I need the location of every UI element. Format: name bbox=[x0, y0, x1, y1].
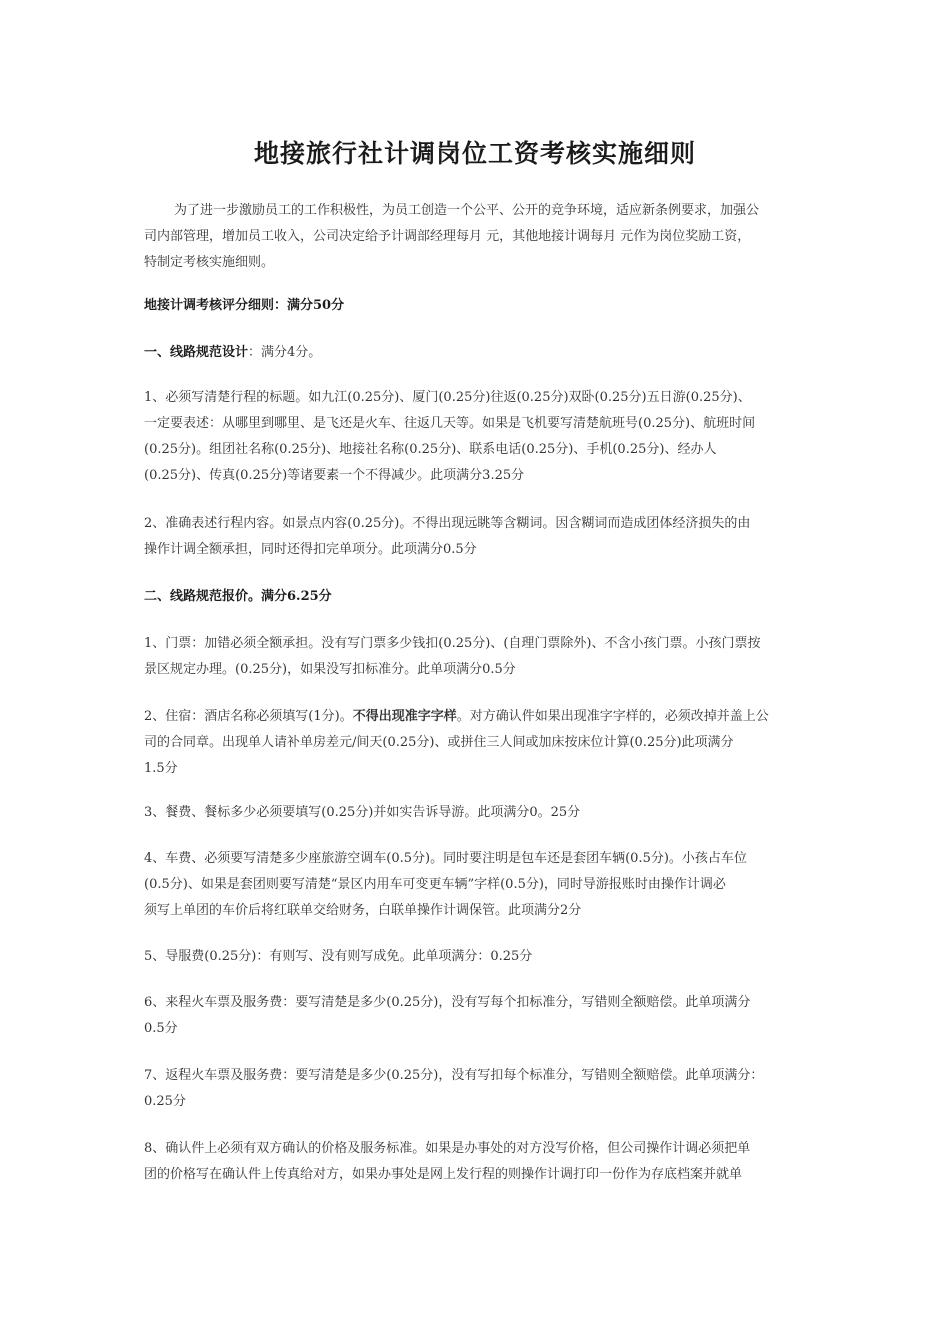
section1-item2-line-2: 操作计调全额承担，同时还得扣完单项分。此项满分0.5分 bbox=[144, 542, 477, 557]
section2-item8-line-1: 8、确认件上必须有双方确认的价格及服务标准。如果是办事处的对方没写价格，但公司操作计调必须把单 bbox=[144, 1141, 751, 1156]
rules-heading-text: 地接计调考核评分细则：满分50分 bbox=[144, 298, 345, 313]
section2-item2-line-3: 1.5分 bbox=[144, 761, 178, 776]
section1-item1-line-1: 1、必须写清楚行程的标题。如九江(0.25分)、厦门(0.25分)往返(0.25分)双卧(0.25分)五日游(0.25分)、 bbox=[144, 390, 751, 405]
section2-item5-line-1: 5、导服费(0.25分)：有则写、没有则写成免。此单项满分：0.25分 bbox=[144, 949, 533, 964]
section2-item5 bbox=[144, 944, 814, 970]
section2-item4-line-1: 4、车费、必须要写清楚多少座旅游空调车(0.5分)。同时要注明是包车还是套团车辆(0.5分)。小孩占车位 bbox=[144, 851, 747, 866]
section2-item6-line-2: 0.5分 bbox=[144, 1021, 178, 1036]
section2-item4 bbox=[144, 846, 814, 924]
section2-item3 bbox=[144, 800, 814, 826]
section2-item7-line-2: 0.25分 bbox=[144, 1094, 186, 1109]
section2-item6-line-1: 6、来程火车票及服务费：要写清楚是多少(0.25分)，没有写每个扣标准分，写错则全额赔偿。此单项满分 bbox=[144, 995, 751, 1010]
section2-item2-text-a: 2、住宿：酒店名称必须填写(1分)。 bbox=[144, 709, 353, 724]
section2-item1-line-1: 1、门票：加错必须全额承担。没有写门票多少钱扣(0.25分)、(自理门票除外)、不含小孩门票。小孩门票按 bbox=[144, 636, 761, 651]
section1-item1-line-2: 一定要表述：从哪里到哪里、是飞还是火车、往返几天等。如果是飞机要写清楚航班号(0.25分)、航班时间 bbox=[144, 416, 756, 431]
section1-heading-rest: ：满分4分。 bbox=[248, 345, 322, 360]
section2-item8 bbox=[144, 1136, 814, 1188]
section2-item2-emphasis: 不得出现准字字样 bbox=[352, 709, 457, 724]
section2-item4-line-2: (0.5分)、如果是套团则要写清楚“景区内用车可变更车辆”字样(0.5分)，同时导游报账时由操作计调必 bbox=[144, 877, 726, 892]
section2-item1 bbox=[144, 631, 814, 683]
section1-item1-line-4: (0.25分)、传真(0.25分)等诸要素一个不得减少。此项满分3.25分 bbox=[144, 468, 525, 483]
section1-item2-line-1: 2、准确表述行程内容。如景点内容(0.25分)。不得出现远眺等含糊词。因含糊词而造成团体经济损失的由 bbox=[144, 516, 751, 531]
section2-item7-line-1: 7、返程火车票及服务费：要写清楚是多少(0.25分)，没有写扣每个标准分，写错则全额赔偿。此单项满分： bbox=[144, 1068, 764, 1083]
section2-heading bbox=[144, 584, 814, 610]
intro-paragraph bbox=[144, 198, 814, 276]
section1-heading bbox=[144, 340, 814, 366]
intro-line-2: 司内部管理，增加员工收入，公司决定给予计调部经理每月 元，其他地接计调每月 元作为岗位奖励工资， bbox=[144, 229, 751, 244]
section2-item2-line-2: 司的合同章。出现单人请补单房差元/间天(0.25分)、或拼住三人间或加床按床位计算(0.25分)此项满分 bbox=[144, 735, 734, 750]
section2-item6 bbox=[144, 990, 814, 1042]
section2-item4-line-3: 须写上单团的车价后将红联单交给财务，白联单操作计调保管。此项满分2分 bbox=[144, 903, 582, 918]
section1-heading-bold: 一、线路规范设计 bbox=[144, 345, 249, 360]
section2-heading-text: 二、线路规范报价。满分6.25分 bbox=[144, 589, 332, 604]
document-title: 地接旅行社计调岗位工资考核实施细则 bbox=[253, 139, 696, 168]
section1-item1-line-3: (0.25分)。组团社名称(0.25分)、地接社名称(0.25分)、联系电话(0.25分)、手机(0.25分)、经办人 bbox=[144, 442, 717, 457]
intro-line-3: 特制定考核实施细则。 bbox=[144, 255, 275, 270]
section1-item1 bbox=[144, 385, 814, 489]
section2-item7 bbox=[144, 1063, 814, 1115]
section2-item1-line-2: 景区规定办理。(0.25分)，如果没写扣标准分。此单项满分0.5分 bbox=[144, 662, 516, 677]
section1-item2 bbox=[144, 511, 814, 563]
section2-item2-text-b: 。对方确认件如果出现准字字样的，必须改掉并盖上公 bbox=[456, 709, 769, 724]
rules-heading bbox=[144, 293, 814, 319]
section2-item2 bbox=[144, 704, 814, 782]
section2-item3-line-1: 3、餐费、餐标多少必须要填写(0.25分)并如实告诉导游。此项满分0。25分 bbox=[144, 805, 581, 820]
intro-line-1: 为了进一步激励员工的工作积极性，为员工创造一个公平、公开的竞争环境，适应新条例要求，加强公 bbox=[174, 203, 760, 218]
section2-item8-line-2: 团的价格写在确认件上传真给对方，如果办事处是网上发行程的则操作计调打印一份作为存底档案并就单 bbox=[144, 1167, 743, 1182]
